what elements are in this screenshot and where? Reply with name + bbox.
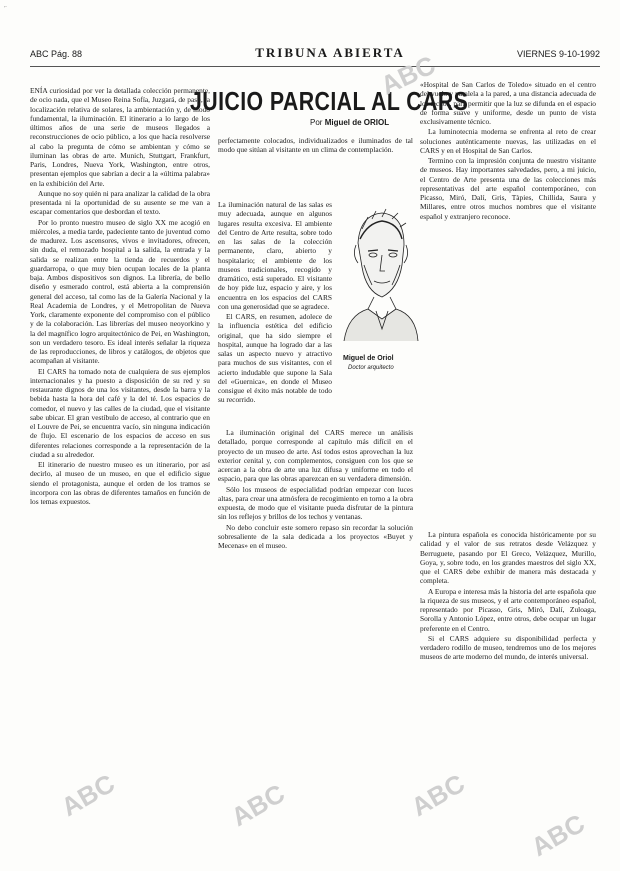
paragraph: La pintura española es conocida históricamente por su calidad y el valor de sus retratos desde Velázquez y Berruguete, pasando por El Greco, Velázquez, Murillo, Goya, y, sobre todo, en los grandes maestros del siglo XX, que el CARS debe exhibir de manera más destacada y completa. [420, 530, 596, 586]
article-column-2-top [218, 136, 413, 196]
paragraph: Por lo pronto nuestro museo de siglo XX me acogió en miércoles, a media tarde, padeciente tanto de juventud como de madurez. Los ascensores, vivos e invitadores, ofrecen, sin duda, el remozado hospital a la salida, la entrada y la salida se realizan entre la tienda de recuerdos y el guardarropa, o que muy bien ocupan locales de la planta baja. Ambos dispositivos son dignos. La librería, de bello diseño y esmerado control, está abierta a la comprensión general del acceso, tal como las de la Galería Nacional y la Real Academia de Londres, y el Metropolitan de Nueva York, claramente exponente del compromiso con el público y de la colaboración. Las librerías del museo neoyorkino y la del magnífico logro arquitectónico de Pei, en Washington, son un verdadero tesoro. Es ideal interés señalar la riqueza de las reproducciones, de libros y catálogos, de objetos que acompañan al visitante. [30, 217, 210, 366]
paragraph: Termino con la impresión conjunta de nuestro visitante de museos. Hay importantes salvedades, pero, a mi juicio, el Centro de Arte presenta una de las colecciones más representativas del arte español contemporáneo, con Picasso, Miró, Dalí, Gris, Tàpies, Chillida, Saura y Millares, entre otros muchos nombres que el visitante español y extranjero reconoce. [420, 156, 596, 221]
watermark: ABC [376, 49, 440, 101]
paragraph: ENÍA curiosidad por ver la detallada colección permanente, de ocio nada, que el Museo Reina Sofía, Juzgará, de paso, la localización relativa de solares, la ambientación y, de modo fundamental, la iluminación. El itinerario a lo largo de los últimos años de una serie de museos llegados a reconstrucciones de ocio público, a los que hacía resolverse al cabo la pregunta de cómo se ambientan y cómo se iluminan las obras de arte. Munich, Stuttgart, Frankfurt, Paris, Londres, Nueva York, Washington, entre otros, presentan ejemplos que sabrían a decir a la «última palabra» en la exhibición del Arte. [30, 86, 210, 188]
page-number: ABC Pág. 88 [30, 49, 83, 59]
paragraph: perfectamente colocados, individualizados e iluminados de tal modo que sitúan al visitante en un clima de contemplación. [218, 136, 413, 155]
watermark: ABC [526, 807, 590, 863]
paragraph: La luminotecnia moderna se enfrenta al reto de crear soluciones auténticamente nuevas, las utilizadas en el CARS y en el Hospital de San Carlos. [420, 127, 596, 155]
watermark: ABC [406, 767, 470, 823]
article-headline: JUICIO PARCIAL AL CARS [190, 86, 469, 116]
article-column-2-mid [218, 200, 332, 425]
portrait-caption-name: Miguel de Oriol [343, 355, 394, 362]
byline [310, 118, 389, 127]
paragraph: «Hospital de San Carlos de Toledo» situado en el centro del vuelo y paralela a la pared, a una distancia adecuada de los techos, para permitir que la luz se difunda en el espacio de forma suave y uniforme, desde un punto de vista exclusivamente técnico. [420, 80, 596, 126]
section-title: TRIBUNA ABIERTA [255, 45, 405, 60]
byline-prefix: Por [310, 118, 323, 127]
page-header [30, 46, 600, 67]
paragraph: Si el CARS adquiere su disponibilidad perfecta y verdadero rodillo de museo, tendremos uno de los mejores museos de arte moderno del mundo, de interés universal. [420, 633, 596, 662]
article-column-2-bottom [218, 428, 413, 848]
paragraph: A Europa e interesa más la historia del arte española que la riqueza de sus museos, y el arte contemporáneo español, representado por Picasso, Gris, Miró, Dalí, Zuloaga, Sorolla y Antonio López, entre otros, debe ocupar un lugar preferente en el Centro. [420, 586, 596, 633]
corner-mark: ⌐ [4, 4, 8, 10]
article-column-3-top [420, 80, 596, 525]
paragraph: El CARS ha tomado nota de cualquiera de sus ejemplos internacionales y ha puesto a disposición de su red y su restaurante dignos de una los visitantes, desde la barra y la bebida hasta la hora del café y la del té. Los espacios de comedor, el nuevo y las calles de la ciudad, que el visitante sabe ubicar. El gran vestíbulo de acceso, al contrario que en el Louvre de Pei, se encuentra vacío, sin ninguna indicación de flujo. El escenario de los espacios de acceso en sus diferentes relaciones corresponde a la representación de la ciudad a su alrededor. [30, 366, 210, 459]
author-portrait [338, 205, 422, 345]
paragraph: La iluminación natural de las salas es muy adecuada, aunque en algunos lugares resulta excesiva. El ambiente del Centro de Arte resulta, sobre todo en las salas de la colección permanente, claro, abierto y hospitalario; el ambiente de los museos tradicionales, recogido y dramático, está superado. El visitante de hoy pide luz, espacio y aire, y los encuentra en los espacios del CARS con una generosidad que se agradece. [218, 200, 332, 311]
paragraph: La iluminación original del CARS merece un análisis detallado, porque corresponde al capítulo más difícil en el proyecto de un museo de arte. Así todos estos aprovechan la luz exterior cenital y, con complementos, consiguen con los que se acercan a la obra de arte una luz difusa y uniforme en todo el espacio, para que las obras aparezcan en su verdadera dimensión. [218, 428, 413, 484]
article-column-1 [30, 86, 210, 846]
watermark: ABC [56, 767, 120, 823]
byline-author: Miguel de ORIOL [324, 118, 390, 127]
portrait-caption-role: Doctor arquitecto [348, 365, 394, 371]
watermark: ABC [226, 777, 290, 833]
paragraph: El CARS, en resumen, adolece de la influencia estética del edificio original, que ha sido siempre el hospital, aunque ha logrado dar a las salas un aspecto nuevo y atractivo para muchos de sus visitantes, con el acierto indudable que supone la Sala del «Guernica», en donde el Museo consigue el éxito más notable de todo su recorrido. [218, 312, 332, 405]
issue-date: VIERNES 9-10-1992 [516, 49, 600, 59]
paragraph: Aunque no soy quién ni para analizar la calidad de la obra presentada ni la oportunidad de su ausente se me van a escapar comentarios que desbordan el texto. [30, 188, 210, 217]
paragraph: El itinerario de nuestro museo es un itinerario, por así decirlo, al museo de un museo, en que el edificio sigue siendo el protagonista, aunque el orden de los tramos se incorpora con las obras de diferentes tamaños en función de los temas expuestos. [30, 460, 210, 506]
paragraph: Sólo los museos de especialidad podrían empezar con luces altas, para crear una atmósfera de recogimiento en torno a la obra expuesta, de modo que el visitante pueda disfrutar de la pintura sin los reflejos y brillos de los techos y ventanas. [218, 484, 413, 522]
paragraph: No debo concluir este somero repaso sin recordar la solución sobresaliente de la sala dedicada a los proyectos «Buyet y Mecenas» en el museo. [218, 522, 413, 550]
